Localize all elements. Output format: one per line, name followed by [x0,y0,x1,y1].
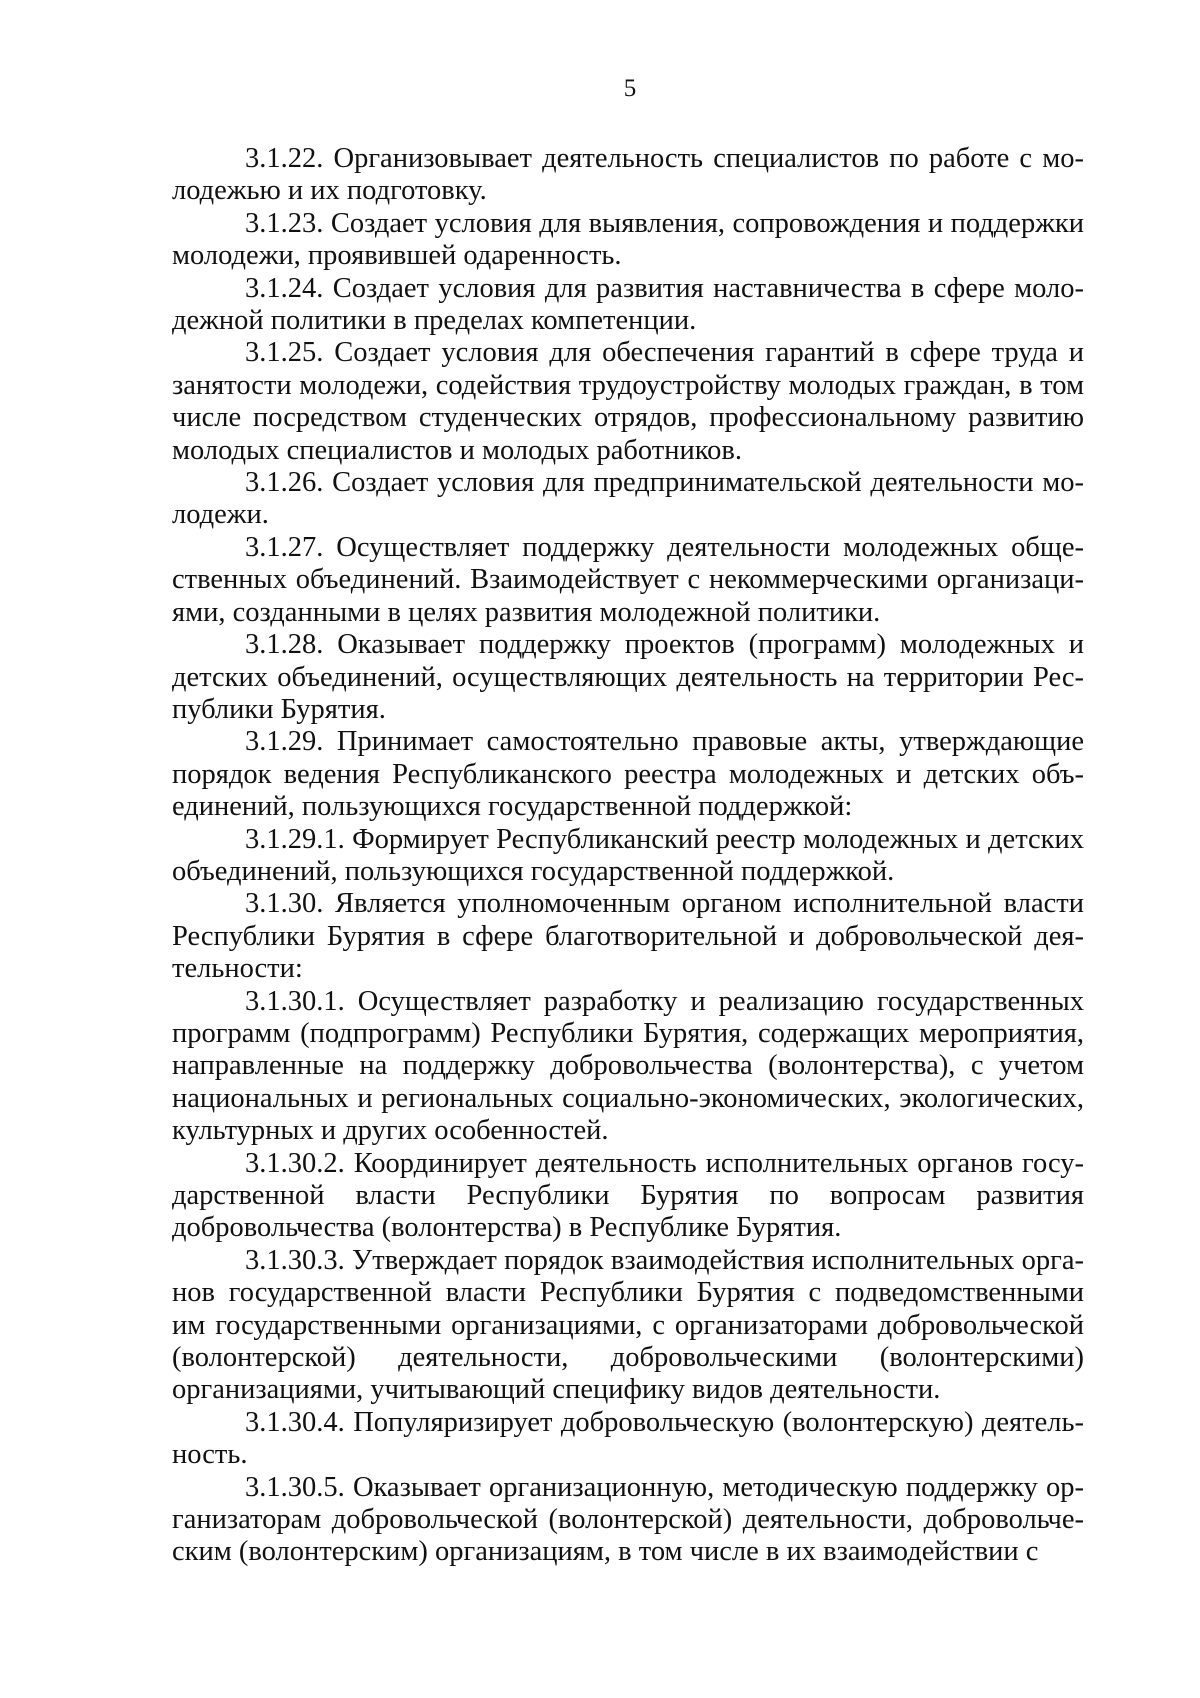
paragraph-3-1-30-3: 3.1.30.3. Утверждает порядок взаимодействия исполнительных органов государственной власти Республики Бурятия с подведомственными им государственными организациями, с организаторами добровольческой (волонтерской) деятельности, добровольческими (волонтерскими) организациями, учитывающий специфику видов деятельности. [172,1244,1084,1406]
paragraph-3-1-24: 3.1.24. Создает условия для развития наставничества в сфере молодежной политики в пределах компетенции. [172,272,1084,337]
paragraph-3-1-29-1: 3.1.29.1. Формирует Республиканский реестр молодежных и детских объединений, пользующихся государственной поддержкой. [172,823,1084,887]
paragraph-3-1-26: 3.1.26. Создает условия для предпринимательской деятельности молодежи. [172,467,1084,531]
paragraph-3-1-30-1: 3.1.30.1. Осуществляет разработку и реализацию государственных программ (подпрограмм) Республики Бурятия, содержащих мероприятия, направленные на поддержку добровольчества (волонтерства), с учетом национальных и региональных социально-экономических, экологических, культурных и других особенностей. [172,985,1084,1147]
paragraph-3-1-30-2: 3.1.30.2. Координирует деятельность исполнительных органов государственной власти Республики Бурятия по вопросам развития добровольчества (волонтерства) в Республике Бурятия. [172,1147,1084,1244]
page-number: 5 [623,75,637,102]
paragraph-3-1-29: 3.1.29. Принимает самостоятельно правовые акты, утверждающие порядок ведения Республиканского реестра молодежных и детских объединений, пользующихся государственной поддержкой: [172,726,1084,823]
paragraph-3-1-25: 3.1.25. Создает условия для обеспечения гарантий в сфере труда и занятости молодежи, содействия трудоустройству молодых граждан, в том числе посредством студенческих отрядов, профессиональному развитию молодых специалистов и молодых работников. [172,337,1084,466]
paragraph-3-1-22: 3.1.22. Организовывает деятельность специалистов по работе с молодежью и их подготовку. [172,143,1084,207]
paragraph-3-1-30: 3.1.30. Является уполномоченным органом исполнительной власти Республики Бурятия в сфере благотворительной и добровольческой деятельности: [172,888,1084,985]
paragraph-3-1-27: 3.1.27. Осуществляет поддержку деятельности молодежных общественных объединений. Взаимодействует с некоммерческими организациями, созданными в целях развития молодежной политики. [172,531,1084,628]
document-body [172,143,1084,1569]
paragraph-3-1-23: 3.1.23. Создает условия для выявления, сопровождения и поддержки молодежи, проявившей одаренность. [172,207,1084,272]
paragraph-3-1-30-4: 3.1.30.4. Популяризирует добровольческую (волонтерскую) деятельность. [172,1406,1084,1471]
paragraph-3-1-30-5: 3.1.30.5. Оказывает организационную, методическую поддержку организаторам добровольческой (волонтерской) деятельности, добровольческим (волонтерским) организациям, в том числе в их взаимодействии с [172,1471,1084,1568]
paragraph-3-1-28: 3.1.28. Оказывает поддержку проектов (программ) молодежных и детских объединений, осуществляющих деятельность на территории Республики Бурятия. [172,629,1084,725]
